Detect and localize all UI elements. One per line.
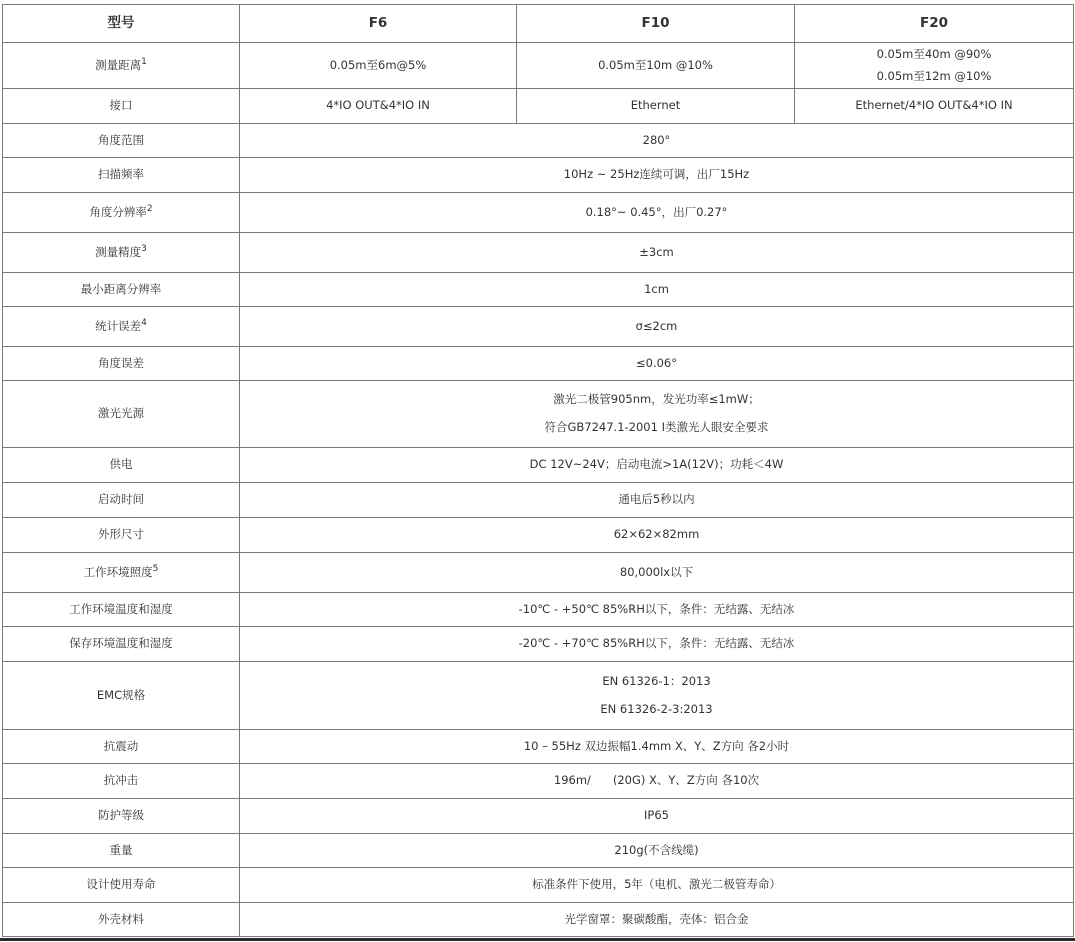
table-row <box>3 627 1074 662</box>
cell-line: 符合GB7247.1-2001 I类激光人眼安全要求 <box>544 420 769 434</box>
row-label: 抗震动 <box>3 730 240 764</box>
table-row <box>3 553 1074 593</box>
table-row <box>3 730 1074 764</box>
row-label-text: 工作环境照度 <box>83 564 153 579</box>
row-value: 1cm <box>240 273 1074 307</box>
cell-f6: 0.05m至6m@5% <box>240 43 517 89</box>
cell-f20 <box>795 43 1074 89</box>
table-row <box>3 868 1074 903</box>
header-model-f10: F10 <box>517 5 795 43</box>
row-label-text: 角度分辨率 <box>89 204 147 219</box>
row-value <box>240 662 1074 730</box>
row-label: 重量 <box>3 834 240 868</box>
cell-line: 0.05m至12m @10% <box>876 68 992 83</box>
row-value: 光学窗罩：聚碳酸酯，壳体：铝合金 <box>240 903 1074 937</box>
table-row <box>3 593 1074 627</box>
table-row <box>3 347 1074 381</box>
spec-table <box>2 4 1074 937</box>
cell-line: 0.05m至40m @90% <box>876 46 992 61</box>
row-label: 接口 <box>3 89 240 124</box>
table-row <box>3 381 1074 448</box>
row-value: 62×62×82mm <box>240 518 1074 553</box>
row-value: DC 12V~24V；启动电流>1A(12V)；功耗＜4W <box>240 448 1074 483</box>
footnote-marker: 5 <box>152 563 159 574</box>
cell-f20: Ethernet/4*IO OUT&4*IO IN <box>795 89 1074 124</box>
bottom-divider <box>0 938 1075 941</box>
row-value: 0.18°~ 0.45°，出厂0.27° <box>240 193 1074 233</box>
footnote-marker: 2 <box>146 203 153 214</box>
row-value: 280° <box>240 124 1074 158</box>
row-label: 启动时间 <box>3 483 240 518</box>
row-label: 外形尺寸 <box>3 518 240 553</box>
table-row <box>3 483 1074 518</box>
row-value: -20℃ - +70℃ 85%RH以下，条件：无结露、无结冰 <box>240 627 1074 662</box>
row-value: 210g(不含线缆) <box>240 834 1074 868</box>
cell-f10: 0.05m至10m @10% <box>517 43 795 89</box>
table-row <box>3 518 1074 553</box>
row-value: -10℃ - +50℃ 85%RH以下，条件：无结露、无结冰 <box>240 593 1074 627</box>
footnote-marker: 3 <box>141 243 147 254</box>
row-value: σ≤2cm <box>240 307 1074 347</box>
row-label: 外壳材料 <box>3 903 240 937</box>
row-label: 角度范围 <box>3 124 240 158</box>
header-model-f6: F6 <box>240 5 517 43</box>
table-row <box>3 43 1074 89</box>
table-row <box>3 89 1074 124</box>
table-row <box>3 799 1074 834</box>
line-spacer <box>244 407 1069 421</box>
row-label <box>3 307 240 347</box>
row-value: ±3cm <box>240 233 1074 273</box>
table-row <box>3 307 1074 347</box>
table-row <box>3 764 1074 799</box>
row-label: 工作环境温度和湿度 <box>3 593 240 627</box>
row-label: 供电 <box>3 448 240 483</box>
row-label: 激光光源 <box>3 381 240 448</box>
row-label-text: 测量距离 <box>95 57 142 72</box>
table-header-row <box>3 5 1074 43</box>
row-value: 标准条件下使用，5年（电机、激光二极管寿命） <box>240 868 1074 903</box>
cell-f6: 4*IO OUT&4*IO IN <box>240 89 517 124</box>
row-label: 防护等级 <box>3 799 240 834</box>
row-value: 10Hz ~ 25Hz连续可调，出厂15Hz <box>240 158 1074 193</box>
row-label-text: 测量精度 <box>95 244 142 259</box>
row-label: 设计使用寿命 <box>3 868 240 903</box>
cell-f10: Ethernet <box>517 89 795 124</box>
line-spacer <box>244 689 1069 703</box>
table-row <box>3 158 1074 193</box>
row-label <box>3 193 240 233</box>
row-value <box>240 381 1074 448</box>
row-label: 抗冲击 <box>3 764 240 799</box>
row-label: EMC规格 <box>3 662 240 730</box>
table-row <box>3 448 1074 483</box>
row-value: 80,000lx以下 <box>240 553 1074 593</box>
row-label-text: 统计误差 <box>95 318 142 333</box>
row-value: 10 – 55Hz 双边振幅1.4mm X、Y、Z方向 各2小时 <box>240 730 1074 764</box>
table-row <box>3 193 1074 233</box>
row-label <box>3 43 240 89</box>
table-row <box>3 124 1074 158</box>
header-model-f20: F20 <box>795 5 1074 43</box>
table-row <box>3 273 1074 307</box>
footnote-marker: 1 <box>141 56 147 67</box>
table-row <box>3 233 1074 273</box>
table-row <box>3 834 1074 868</box>
row-value: 通电后5秒以内 <box>240 483 1074 518</box>
table-row <box>3 662 1074 730</box>
row-label: 最小距离分辨率 <box>3 273 240 307</box>
row-label: 保存环境温度和湿度 <box>3 627 240 662</box>
row-label: 扫描频率 <box>3 158 240 193</box>
row-value: IP65 <box>240 799 1074 834</box>
cell-line: 激光二极管905nm，发光功率≤1mW； <box>553 392 760 407</box>
row-value: 196m/ (20G) X、Y、Z方向 各10次 <box>240 764 1074 799</box>
table-row <box>3 903 1074 937</box>
row-value: ≤0.06° <box>240 347 1074 381</box>
cell-line: EN 61326-1：2013 <box>602 673 711 688</box>
row-label <box>3 233 240 273</box>
cell-line: EN 61326-2-3:2013 <box>600 701 713 716</box>
footnote-marker: 4 <box>141 317 147 328</box>
row-label: 角度误差 <box>3 347 240 381</box>
row-label <box>3 553 240 593</box>
header-label: 型号 <box>3 5 240 43</box>
